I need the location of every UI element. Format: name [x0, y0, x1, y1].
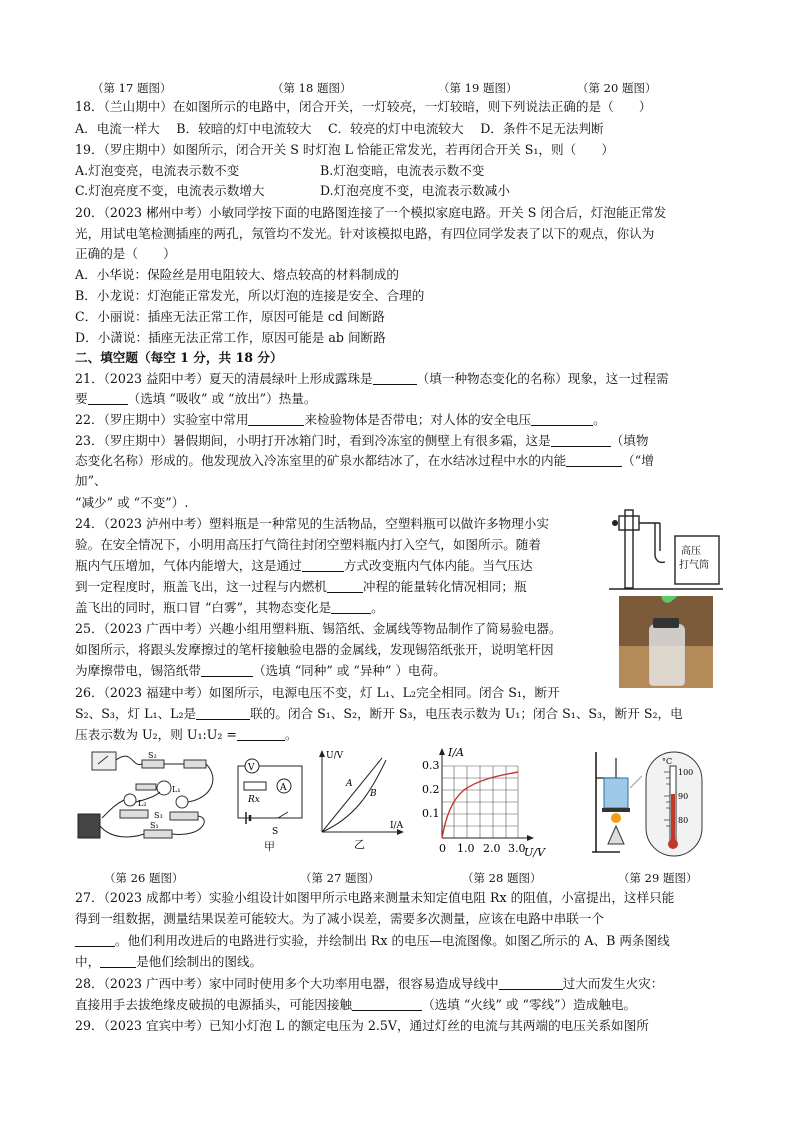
fig28-x-axis-label: U/V: [524, 846, 545, 858]
fig28-xtick-3.0: 3.0: [508, 842, 526, 855]
q24-line5: [75, 599, 384, 617]
q20-line1: 20．（2023 郴州中考）小敏同学按下面的电路图连接了一个模拟家庭电路。开关 S 闭合后，灯泡能正常发: [75, 205, 667, 220]
q25-line3: [75, 662, 446, 680]
fig26-label-s1: S₁: [150, 821, 159, 830]
q27-line4: [75, 953, 262, 971]
q23-blank-1[interactable]: [551, 433, 611, 447]
fig27-graph: [314, 748, 406, 842]
q24-text-a: 瓶内气压增加，气体内能增大，这是通过: [75, 558, 302, 573]
pump-label-1: 高压: [681, 546, 701, 557]
fig28-xtick-0: 0: [439, 842, 446, 855]
fig27-circuit: [232, 752, 312, 842]
q23-line1: [75, 432, 648, 450]
section-heading: 二、填空题（每空 1 分，共 18 分）: [75, 350, 283, 365]
q21-blank-2[interactable]: [88, 391, 128, 405]
caption-fig27: （第 27 题图）: [300, 871, 380, 885]
ammeter-a: A: [280, 783, 287, 793]
q27-line1: 27．（2023 成都中考）实验小组设计如图甲所示电路来测量未知定值电阻 Rx 的阻值，小富提出，这样只能: [75, 890, 675, 905]
q23-blank-2[interactable]: [566, 453, 622, 467]
q23-text-a: 23．（罗庄期中）暑假期间，小明打开冰箱门时，看到冷冻室的侧壁上有很多霜，这是: [75, 433, 551, 448]
fig29-tick-100: 100: [678, 768, 694, 777]
fig29-tick-80: 80: [678, 816, 689, 825]
q23-text-c: 态变化名称）形成的。他发现放入冷冻室里的矿泉水都结冰了，在水结冰过程中水的内能: [75, 453, 567, 468]
q24-line4: [75, 578, 527, 596]
q22-text-c: 。: [593, 412, 606, 427]
q27-blank-1[interactable]: [75, 933, 115, 947]
caption-fig17: （第 17 题图）: [92, 81, 172, 95]
q20-option-d: D．小潇说：插座无法正常工作，原因可能是 ab 间断路: [75, 330, 386, 345]
fig28-xtick-2.0: 2.0: [483, 842, 501, 855]
q19-option-a: A.灯泡变亮，电流表示数不变: [75, 163, 240, 178]
pump-label-2: 打气筒: [679, 560, 709, 571]
q20-line2: 光，用试电笔检测插座的两孔，氖管均不发光。针对该模拟电路，有四位同学发表了以下的观点，你认为: [75, 226, 655, 241]
q27-line3: [75, 932, 670, 950]
q27-text-a: 。他们利用改进后的电路进行实验，并绘制出 Rx 的电压—电流图像。如图乙所示的 A、B 两条图线: [115, 933, 670, 948]
q23-line4: “减少” 或 “不变”）.: [75, 495, 189, 510]
q26-text-b: 联的。闭合 S₁、S₂，断开 S₃，电压表示数为 U₁；闭合 S₁、S₃，断开 S₂，电: [250, 706, 683, 721]
q21-blank-1[interactable]: [373, 371, 417, 385]
q25-line1: 25．（2023 广西中考）兴趣小组用塑料瓶、锡箔纸、金属线等物品制作了简易验电器。: [75, 621, 562, 636]
q28-blank-2[interactable]: [352, 997, 422, 1011]
q27-text-c: 是他们绘制出的图线。: [136, 954, 263, 969]
q28-text-d: （选填 “火线” 或 “零线”）造成触电。: [422, 997, 637, 1012]
q22-text-a: 22．（罗庄期中）实验室中常用: [75, 412, 249, 427]
q20-option-b: B．小龙说：灯泡能正常发光，所以灯泡的连接是安全、合理的: [75, 288, 425, 303]
q18-stem: 18．（兰山期中）在如图所示的电路中，闭合开关，一灯较亮，一灯较暗，则下列说法正确的是（ ）: [75, 99, 652, 114]
fig27-x-axis-label: I/A: [390, 821, 404, 831]
fig29-tick-90: 90: [678, 792, 689, 801]
q21-line1: [75, 370, 669, 388]
q21-text-b: （填一种物态变化的名称）现象，这一过程需: [416, 371, 669, 386]
q20-line3: 正确的是（ ）: [75, 246, 176, 261]
fig27-yi-label: 乙: [354, 838, 365, 851]
fig28-graph: [418, 746, 548, 858]
q18-options: A．电流一样大 B．较暗的灯中电流较大 C．较亮的灯中电流较大 D．条件不足无法判断: [75, 121, 604, 136]
q24-text-c: 到一定程度时，瓶盖飞出，这一过程与内燃机: [75, 579, 327, 594]
caption-fig18: （第 18 题图）: [272, 81, 352, 95]
q28-text-a: 28．（2023 广西中考）家中同时使用多个大功率用电器，很容易造成导线中: [75, 976, 499, 991]
q24-text-b: 方式改变瓶内气体内能。当气压达: [343, 558, 533, 573]
q28-text-b: 过大而发生火灾：: [562, 976, 664, 991]
q22-line: [75, 411, 606, 429]
fig28-ytick-0.3: 0.3: [422, 759, 440, 772]
fig28-y-axis-label: I/A: [448, 746, 464, 759]
q28-text-c: 直接用手去拔绝缘皮破损的电源插头，可能因接触: [75, 997, 353, 1012]
q22-blank-1[interactable]: [248, 412, 304, 426]
fig28-ytick-0.1: 0.1: [422, 807, 440, 820]
q24-text-f: 。: [371, 600, 384, 615]
fig26-label-s2: S₂: [148, 751, 157, 760]
q29-line1: 29．（2023 宜宾中考）已知小灯泡 L 的额定电压为 2.5V，通过灯丝的电流与其两端的电压关系如图所: [75, 1018, 649, 1033]
q27-line2: 得到一组数据，测量结果误差可能较大。为了减小误差，需要多次测量，应该在电路中串联一个: [75, 911, 604, 926]
caption-fig29: （第 29 题图）: [618, 871, 698, 885]
q22-text-b: 来检验物体是否带电；对人体的安全电压: [304, 412, 532, 427]
caption-fig19: （第 19 题图）: [438, 81, 518, 95]
pump-figure: [605, 496, 725, 592]
q26-line1: 26．（2023 福建中考）如图所示，电源电压不变，灯 L₁、L₂完全相同。闭合 S₁，断开: [75, 685, 560, 700]
q26-text-d: 。: [284, 727, 298, 742]
q21-line2: [75, 390, 316, 408]
q27-blank-2[interactable]: [100, 954, 136, 968]
q27-text-b: 中，: [75, 954, 101, 969]
fig27-y-axis-label: U/V: [326, 751, 344, 761]
q26-blank-2[interactable]: [237, 727, 285, 741]
q25-text-a: 为摩擦带电，锡箔纸带: [75, 663, 201, 678]
q20-option-a: A．小华说：保险丝是用电阻较大、熔点较高的材料制成的: [75, 267, 399, 282]
electroscope-photo: [619, 596, 713, 688]
q28-blank-1[interactable]: [499, 976, 563, 990]
q23-text-b: （填物: [610, 433, 649, 448]
q24-blank-2[interactable]: [327, 579, 363, 593]
fig27-curve-a-label: A: [346, 779, 353, 789]
q19-option-d: D.灯泡亮度不变，电流表示数减小: [320, 183, 510, 198]
caption-fig28: （第 28 题图）: [462, 871, 542, 885]
fig29-unit: °C: [662, 757, 673, 766]
q25-line2: 如图所示，将跟头发摩擦过的笔杆接触验电器的金属线，发现锡箔纸张开，说明笔杆因: [75, 642, 554, 657]
q28-line2: [75, 996, 636, 1014]
q24-blank-3[interactable]: [331, 600, 371, 614]
q26-text-c: 压表示数为 U₂，则 U₁:U₂ =: [75, 727, 237, 742]
q23-line3: 加”、: [75, 473, 107, 488]
fig26-circuit: [72, 748, 222, 844]
q26-blank-1[interactable]: [196, 706, 250, 720]
fig29-apparatus: [590, 748, 720, 858]
q24-line3: [75, 557, 533, 575]
fig28-xtick-1.0: 1.0: [457, 842, 475, 855]
voltmeter-v: V: [248, 763, 255, 773]
q21-text-a: 21．（2023 益阳中考）夏天的清晨绿叶上形成露珠是: [75, 371, 373, 386]
q20-option-c: C．小丽说：插座无法正常工作，原因可能是 cd 间断路: [75, 309, 385, 324]
q21-text-c: 要: [75, 391, 88, 406]
q24-blank-1[interactable]: [302, 558, 344, 572]
q23-text-d: （“增: [622, 453, 654, 468]
fig27-rx-label: Rx: [248, 795, 260, 805]
q23-line2: [75, 452, 654, 470]
fig28-ytick-0.2: 0.2: [422, 783, 440, 796]
caption-fig26: （第 26 题图）: [104, 871, 184, 885]
fig27-jia-label: 甲: [264, 840, 275, 853]
q26-line3: [75, 726, 298, 744]
q25-blank-1[interactable]: [201, 663, 253, 677]
caption-fig20: （第 20 题图）: [577, 81, 657, 95]
fig27-curve-b-label: B: [370, 789, 377, 799]
q22-blank-2[interactable]: [531, 412, 593, 426]
fig27-s-label: S: [272, 827, 279, 837]
q21-text-d: （选填 “吸收” 或 “放出”）热量。: [127, 391, 317, 406]
fig26-label-s3: S₃: [154, 811, 163, 820]
q24-line2: 验。在安全情况下，小明用高压打气筒往封闭空塑料瓶内打入空气，如图所示。随着: [75, 537, 541, 552]
q24-text-e: 盖飞出的同时，瓶口冒 “白雾”，其物态变化是: [75, 600, 332, 615]
q26-line2: [75, 705, 683, 723]
q28-line1: [75, 975, 663, 993]
q25-text-b: （选填 “同种” 或 “异种” ）电荷。: [252, 663, 446, 678]
fig26-label-l2: L₂: [138, 799, 147, 808]
fig26-label-l1: L₁: [172, 785, 181, 794]
q26-text-a: S₂、S₃，灯 L₁、L₂是: [75, 706, 197, 721]
q24-line1: 24．（2023 泸州中考）塑料瓶是一种常见的生活物品，空塑料瓶可以做许多物理小实: [75, 516, 549, 531]
q19-option-c: C.灯泡亮度不变，电流表示数增大: [75, 183, 265, 198]
q24-text-d: 冲程的能量转化情况相同；瓶: [362, 579, 527, 594]
q19-option-b: B.灯泡变暗，电流表示数不变: [320, 163, 485, 178]
q19-stem: 19．（罗庄期中）如图所示，闭合开关 S 时灯泡 L 恰能正常发光，若再闭合开关 S₁，则（ ）: [75, 142, 614, 157]
